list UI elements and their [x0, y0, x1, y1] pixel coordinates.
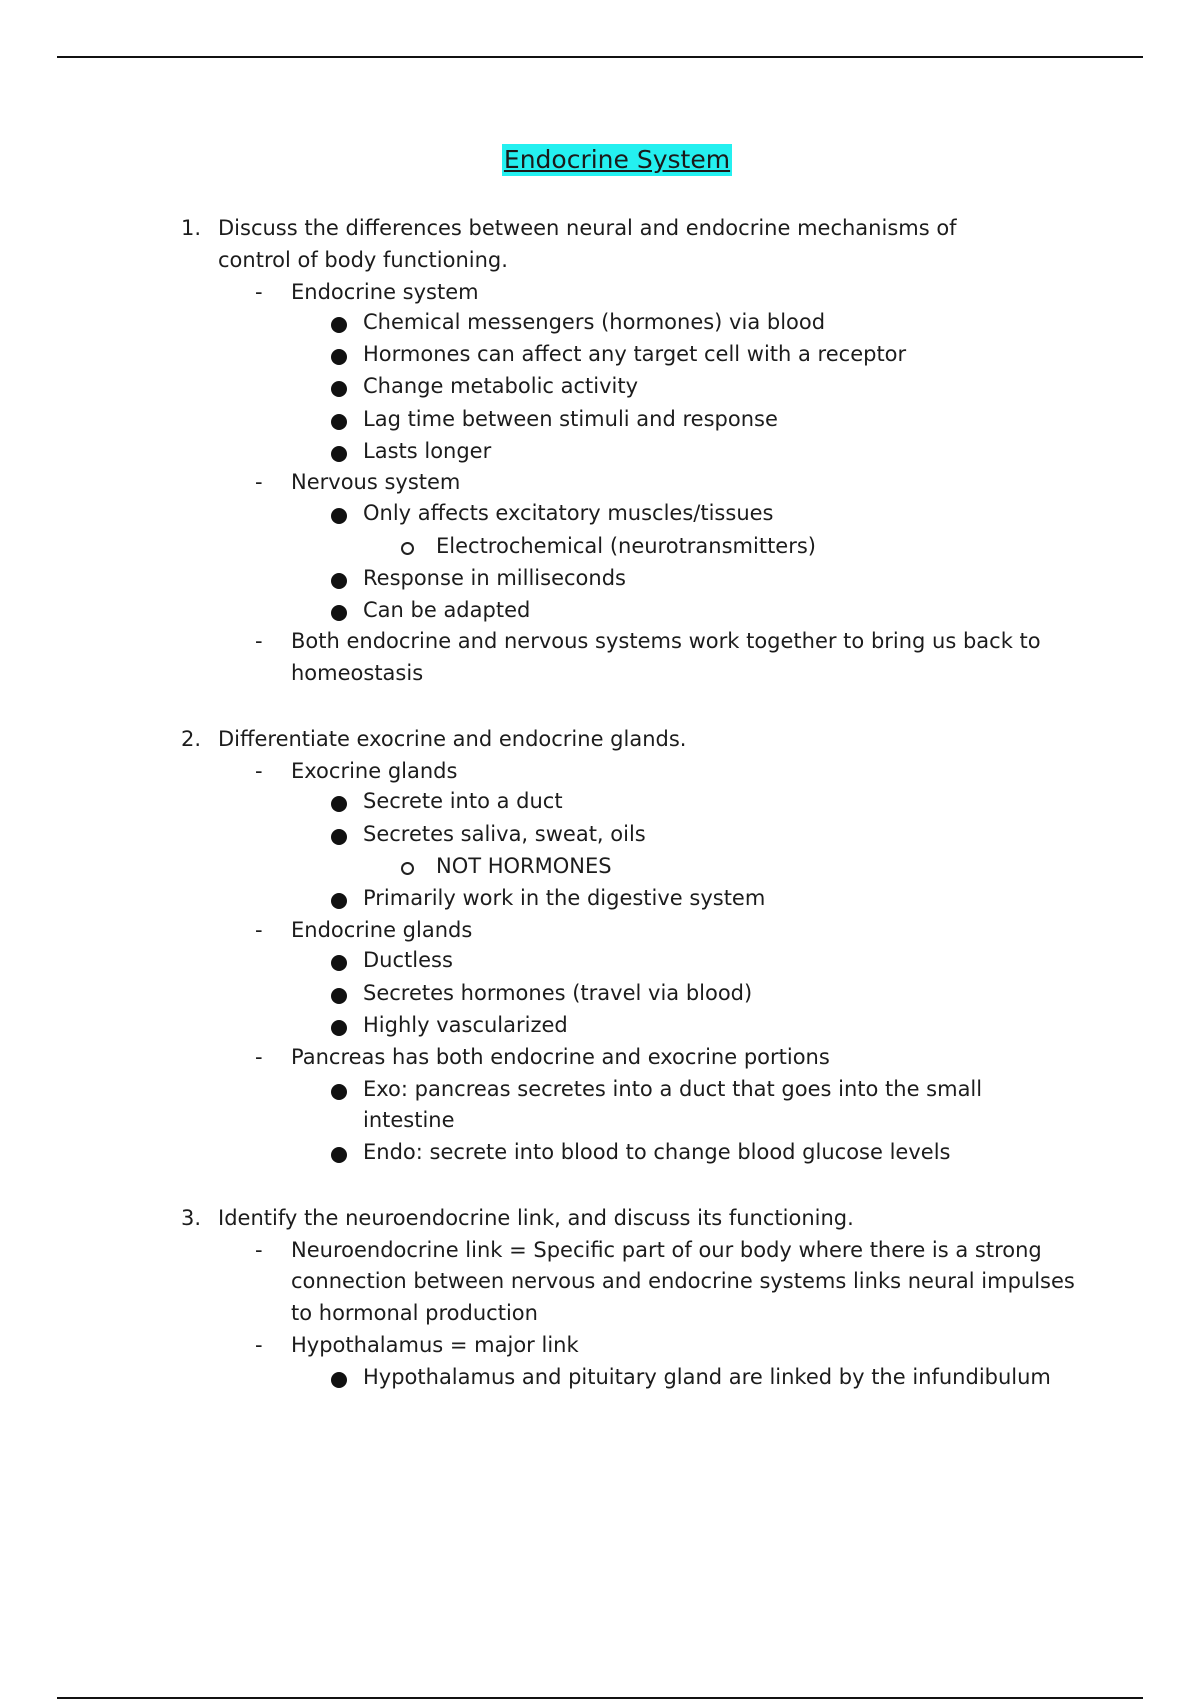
list-item: Secretes hormones (travel via blood) — [363, 981, 753, 1005]
list-item: Secrete into a duct — [363, 789, 563, 813]
list-item: Can be adapted — [363, 598, 531, 622]
bullet-dot — [331, 1147, 347, 1163]
bullet-dot — [331, 988, 347, 1004]
bullet-dot — [331, 381, 347, 397]
list-item: NOT HORMONES — [436, 854, 612, 878]
list-item: Secretes saliva, sweat, oils — [363, 822, 646, 846]
dash-bullet: - — [255, 280, 263, 304]
list-item: Hormones can affect any target cell with a receptor — [363, 342, 907, 366]
list-item: Hypothalamus = major link — [291, 1333, 579, 1357]
list-item: Exo: pancreas secretes into a duct that goes into the small — [363, 1077, 983, 1101]
list-item: Endo: secrete into blood to change blood glucose levels — [363, 1140, 951, 1164]
list-item: Endocrine system — [291, 280, 479, 304]
section-2-question: Differentiate exocrine and endocrine glands. — [218, 727, 687, 751]
top-rule — [57, 56, 1143, 58]
list-item: Lag time between stimuli and response — [363, 407, 778, 431]
bottom-rule — [57, 1697, 1143, 1699]
section-1-number: 1. — [181, 216, 202, 240]
list-item-cont: connection between nervous and endocrine systems links neural impulses — [291, 1269, 1075, 1293]
dash-bullet: - — [255, 1045, 263, 1069]
section-1-question-cont: control of body functioning. — [218, 248, 508, 272]
list-item: Hypothalamus and pituitary gland are linked by the infundibulum — [363, 1365, 1051, 1389]
list-item: Exocrine glands — [291, 759, 458, 783]
bullet-dot — [331, 829, 347, 845]
dash-bullet: - — [255, 470, 263, 494]
bullet-circle — [401, 862, 414, 875]
dash-bullet: - — [255, 629, 263, 653]
bullet-circle — [401, 542, 414, 555]
list-item: Electrochemical (neurotransmitters) — [436, 534, 816, 558]
dash-bullet: - — [255, 759, 263, 783]
list-item: Both endocrine and nervous systems work together to bring us back to — [291, 629, 1041, 653]
page-title: Endocrine System — [503, 145, 731, 174]
list-item: Response in milliseconds — [363, 566, 626, 590]
bullet-dot — [331, 317, 347, 333]
bullet-dot — [331, 1020, 347, 1036]
bullet-dot — [331, 1372, 347, 1388]
list-item: Only affects excitatory muscles/tissues — [363, 501, 774, 525]
bullet-dot — [331, 349, 347, 365]
list-item: Endocrine glands — [291, 918, 473, 942]
bullet-dot — [331, 955, 347, 971]
bullet-dot — [331, 508, 347, 524]
list-item: Ductless — [363, 948, 453, 972]
list-item: Pancreas has both endocrine and exocrine portions — [291, 1045, 830, 1069]
list-item: Highly vascularized — [363, 1013, 568, 1037]
list-item: Lasts longer — [363, 439, 492, 463]
list-item: Change metabolic activity — [363, 374, 639, 398]
section-3-number: 3. — [181, 1206, 202, 1230]
section-1-question: Discuss the differences between neural and endocrine mechanisms of — [218, 216, 957, 240]
bullet-dot — [331, 796, 347, 812]
list-item: Neuroendocrine link = Specific part of our body where there is a strong — [291, 1238, 1042, 1262]
list-item: Nervous system — [291, 470, 461, 494]
bullet-dot — [331, 605, 347, 621]
bullet-dot — [331, 446, 347, 462]
list-item: Chemical messengers (hormones) via blood — [363, 310, 826, 334]
dash-bullet: - — [255, 1238, 263, 1262]
section-3-question: Identify the neuroendocrine link, and discuss its functioning. — [218, 1206, 854, 1230]
bullet-dot — [331, 893, 347, 909]
list-item-cont: intestine — [363, 1108, 455, 1132]
bullet-dot — [331, 1084, 347, 1100]
bullet-dot — [331, 414, 347, 430]
section-2-number: 2. — [181, 727, 202, 751]
dash-bullet: - — [255, 1333, 263, 1357]
dash-bullet: - — [255, 918, 263, 942]
bullet-dot — [331, 573, 347, 589]
list-item-cont: to hormonal production — [291, 1301, 538, 1325]
list-item: Primarily work in the digestive system — [363, 886, 766, 910]
list-item-cont: homeostasis — [291, 661, 424, 685]
